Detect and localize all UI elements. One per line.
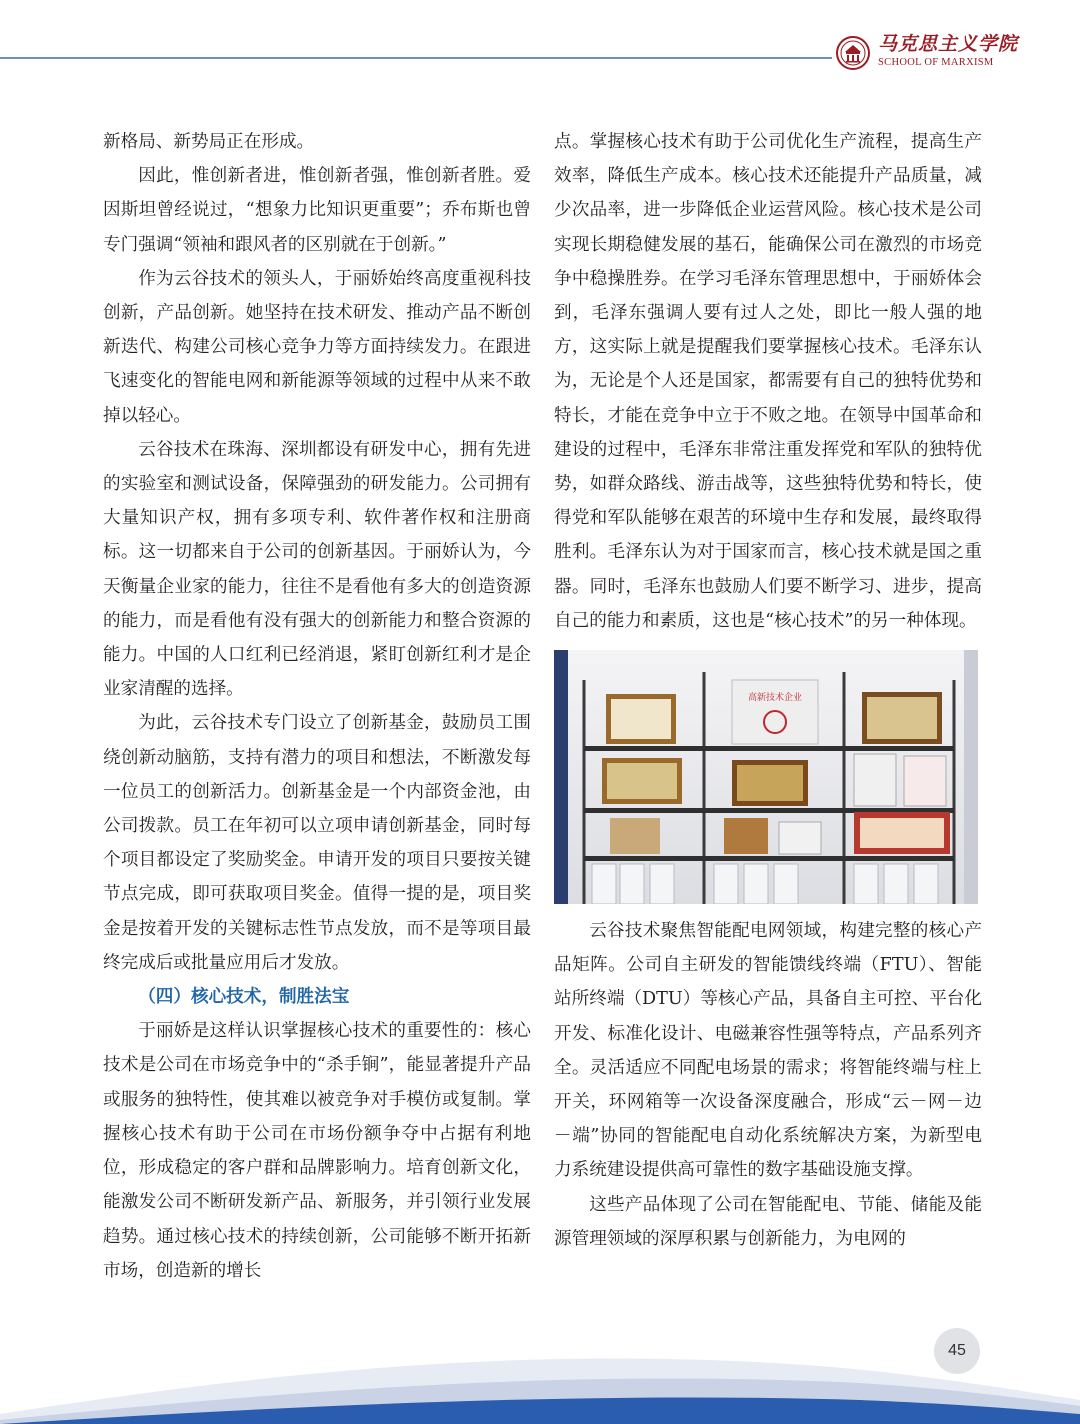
paragraph: 这些产品体现了公司在智能配电、节能、储能及能源管理领域的深厚积累与创新能力，为电网的 — [554, 1194, 982, 1249]
left-column — [103, 125, 531, 1288]
paragraph: 新格局、新势局正在形成。 — [103, 132, 315, 152]
paragraph: 于丽娇是这样认识掌握核心技术的重要性的：核心技术是公司在市场竞争中的“杀手锏”，能显著提升产品或服务的独特性，使其难以被竞争对手模仿或复制。掌握核心技术有助于公司在市场份额争夺中占据有利地位，形成稳定的客户群和品牌影响力。培育创新文化，能激发公司不断研发新产品、新服务，并引领行业发展趋势。通过核心技术的持续创新，公司能够不断开拓新市场，创造新的增长 — [103, 1021, 531, 1281]
logo-english-name: SCHOOL OF MARXISM — [878, 57, 994, 68]
paragraph: 点。掌握核心技术有助于公司优化生产流程，提高生产效率，降低生产成本。核心技术还能提升产品质量，减少次品率，进一步降低企业运营风险。核心技术是公司实现长期稳健发展的基石，能确保公司在激烈的市场竞争中稳操胜券。在学习毛泽东管理思想中，于丽娇体会到，毛泽东强调人要有过人之处，即比一般人强的地方，这实际上就是提醒我们要掌握核心技术。毛泽东认为，无论是个人还是国家，都需要有自己的独特优势和特长，才能在竞争中立于不败之地。在领导中国革命和建设的过程中，毛泽东非常注重发挥党和军队的独特优势，如群众路线、游击战等，这些独特优势和特长，使得党和军队能够在艰苦的环境中生存和发展，最终取得胜利。毛泽东认为对于国家而言，核心技术就是国之重器。同时，毛泽东也鼓励人们要不断学习、进步，提高自己的能力和素质，这也是“核心技术”的另一种体现。 — [554, 132, 982, 631]
seal-icon — [836, 36, 870, 70]
paragraph: 作为云谷技术的领头人，于丽娇始终高度重视科技创新，产品创新。她坚持在技术研发、推动产品不断创新迭代、构建公司核心竞争力等方面持续发力。在跟进飞速变化的智能电网和新能源等领域的过程中从来不敢掉以轻心。 — [103, 268, 531, 426]
paragraph: 因此，惟创新者进，惟创新者强，惟创新者胜。爱因斯坦曾经说过，“想象力比知识更重要”；乔布斯也曾专门强调“领袖和跟风者的区别就在于创新。” — [103, 166, 531, 255]
section-heading: （四）核心技术，制胜法宝 — [138, 986, 350, 1008]
logo-chinese-name: 马克思主义学院 — [878, 33, 1019, 55]
footer-wave-decoration — [0, 1304, 1080, 1424]
right-column — [554, 125, 982, 1256]
paragraph: 云谷技术在珠海、深圳都设有研发中心，拥有先进的实验室和测试设备，保障强劲的研发能力。公司拥有大量知识产权，拥有多项专利、软件著作权和注册商标。这一切都来自于公司的创新基因。于丽娇认为，今天衡量企业家的能力，往往不是看他有多大的创造资源的能力，而是看他有没有强大的创新能力和整合资源的能力。中国的人口红利已经消退，紧盯创新红利才是企业家清醒的选择。 — [103, 439, 531, 700]
paragraph: 为此，云谷技术专门设立了创新基金，鼓励员工围绕创新动脑筋，支持有潜力的项目和想法，不断激发每一位员工的创新活力。创新基金是一个内部资金池，由公司拨款。员工在年初可以立项申请创新基金，同时每个项目都设定了奖励奖金。申请开发的项目只要按关键节点完成，即可获取项目奖金。值得一提的是，项目奖金是按着开发的关键标志性节点发放，而不是等项目最终完成后或批量应用后才发放。 — [103, 713, 531, 973]
banner-text: 高新技术企业 — [747, 693, 803, 704]
paragraph: 云谷技术聚焦智能配电网领域，构建完整的核心产品矩阵。公司自主研发的智能馈线终端（FTU）、智能站所终端（DTU）等核心产品，具备自主可控、平台化开发、标准化设计、电磁兼容性强等特点，产品系列齐全。灵活适应不同配电场景的需求；将智能终端与柱上开关，环网箱等一次设备深度融合，形成“云－网－边－端”协同的智能配电自动化系统解决方案，为新型电力系统建设提供高可靠性的数字基础设施支撑。 — [554, 921, 982, 1181]
school-logo — [836, 30, 1019, 82]
header-rule — [0, 57, 832, 59]
certificates-shelf-photo — [554, 650, 978, 904]
page-number: 45 — [934, 1328, 980, 1374]
